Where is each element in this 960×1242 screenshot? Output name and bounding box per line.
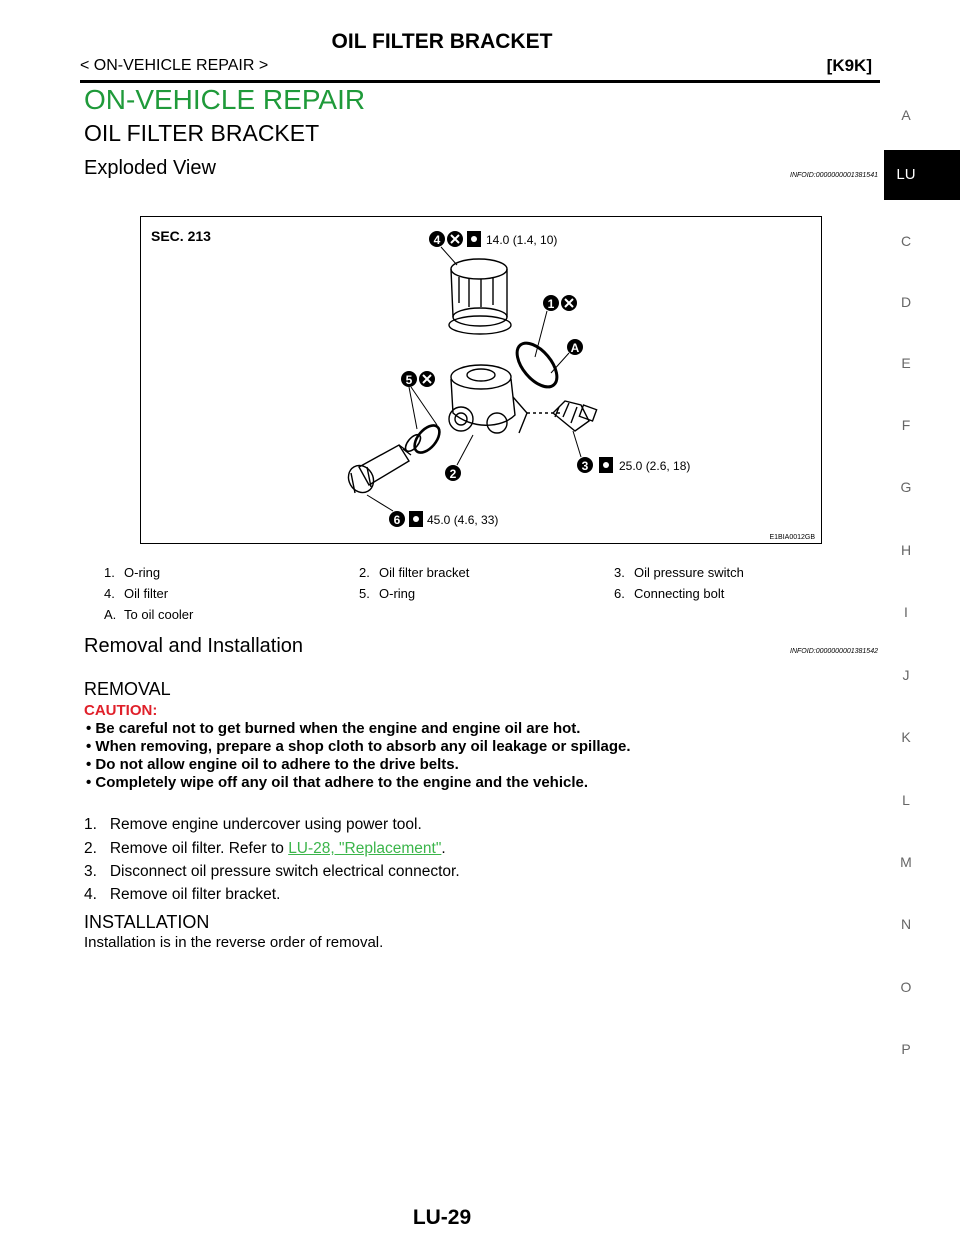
index-letter-g[interactable]: G [900,479,912,495]
callout-4 [429,231,445,247]
index-letter-e[interactable]: E [901,355,911,371]
legend-item-1: 1. O-ring [104,565,161,580]
index-letter-d[interactable]: D [900,294,912,310]
replace-x-icon [447,231,463,247]
caution-item: • Completely wipe off any oil that adhere to the engine and the vehicle. [86,774,589,791]
header-rule [80,80,880,83]
svg-text:2: 2 [449,467,457,481]
removal-step-4: 4. Remove oil filter bracket. [84,886,281,903]
replacement-reference-link[interactable]: LU-28, "Replacement" [288,840,442,857]
torque-oil-pressure-switch: 25.0 (2.6, 18) [619,459,691,473]
installation-heading: INSTALLATION [84,912,210,932]
callout-a [567,339,583,355]
page-title: OIL FILTER BRACKET [331,30,553,53]
index-letter-p[interactable]: P [901,1041,911,1057]
svg-text:1: 1 [547,297,555,311]
torque-wrench-icon [467,231,481,247]
index-letter-a[interactable]: A [901,107,911,123]
legend-item-2: 2. Oil filter bracket [359,565,470,580]
caution-item: • Be careful not to get burned when the engine and engine oil are hot. [86,720,581,737]
legend-item-a: A. To oil cooler [104,607,194,622]
index-letter-o[interactable]: O [900,979,912,995]
legend-item-6: 6. Connecting bolt [614,586,725,601]
removal-heading: REMOVAL [84,679,171,699]
replace-x-icon [419,371,435,387]
index-letter-i[interactable]: I [904,604,908,620]
figure-code: E1BIA0012GB [769,534,815,541]
exploded-view-figure [140,216,822,544]
caution-item: • When removing, prepare a shop cloth to absorb any oil leakage or spillage. [86,738,631,755]
removal-installation-heading: Removal and Installation [84,635,304,657]
index-letter-c[interactable]: C [900,233,912,249]
section-breadcrumb: < ON-VEHICLE REPAIR > [80,57,269,74]
oil-filter-bracket-drawing [449,365,561,433]
page-number: LU-29 [412,1206,472,1229]
legend-item-5: 5. O-ring [359,586,416,601]
oil-filter-drawing [449,259,511,334]
index-letter-active[interactable]: LU [884,150,960,200]
callout-3 [577,457,593,473]
replace-x-icon [561,295,577,311]
svg-text:3: 3 [581,459,589,473]
svg-text:4: 4 [433,233,441,247]
sec-label: SEC. 213 [151,228,211,244]
callout-1 [543,295,559,311]
index-letter-j[interactable]: J [902,667,910,683]
removal-step-3: 3. Disconnect oil pressure switch electrical connector. [84,863,460,880]
legend-item-3: 3. Oil pressure switch [614,565,744,580]
removal-step-1: 1. Remove engine undercover using power tool. [84,816,422,833]
installation-text: Installation is in the reverse order of removal. [84,934,384,951]
torque-wrench-icon [409,511,423,527]
model-code: [K9K] [826,56,872,75]
svg-text:6: 6 [393,513,401,527]
index-letter-m[interactable]: M [900,854,912,870]
svg-text:A: A [570,341,580,355]
caution-label: CAUTION: [84,702,158,719]
chapter-title: ON-VEHICLE REPAIR [84,84,366,115]
index-letter-k[interactable]: K [901,729,911,745]
removal-step-2: 2. Remove oil filter. Refer to LU-28, "Replacement". [84,840,446,857]
exploded-view-infoid: INFOID:0000000001381541 [790,172,878,179]
removal-installation-infoid: INFOID:0000000001381542 [790,648,878,655]
o-ring-1-drawing [510,336,565,394]
svg-text:5: 5 [405,373,413,387]
index-letter-h[interactable]: H [900,542,912,558]
index-letter-f[interactable]: F [901,417,911,433]
caution-item: • Do not allow engine oil to adhere to the drive belts. [86,756,459,773]
callout-6 [389,511,405,527]
exploded-view-heading: Exploded View [84,157,216,179]
oil-pressure-switch-drawing [553,401,597,431]
callout-2 [445,465,461,481]
callout-5 [401,371,417,387]
connecting-bolt-drawing [344,445,411,497]
torque-oil-filter: 14.0 (1.4, 10) [486,233,558,247]
torque-connecting-bolt: 45.0 (4.6, 33) [427,513,499,527]
legend-item-4: 4. Oil filter [104,586,169,601]
torque-wrench-icon [599,457,613,473]
index-letter-n[interactable]: N [900,916,912,932]
section-title: OIL FILTER BRACKET [84,120,320,146]
o-ring-5-drawing [410,421,444,457]
index-letter-l[interactable]: L [902,792,910,808]
